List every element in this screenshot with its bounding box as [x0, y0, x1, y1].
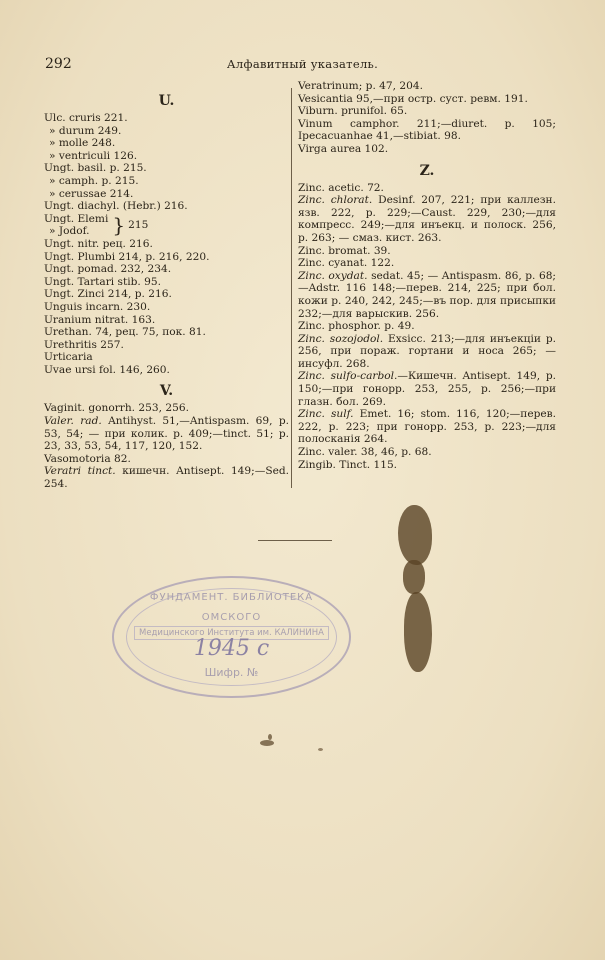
entry-body: Desinf. 207, 221; при каллезн. язв. 222, p. 229;—Caust. 229, 230;—для компресс. 249;—для инъекц. и полоск. 256, p. 263; — смаз. кист. 263.: [298, 194, 556, 244]
entry-body: Exsicc. 213;—для инъекцiи p. 256, при пораж. гортани и носа 265; —инсуфл. 268.: [298, 332, 556, 370]
end-rule: [258, 540, 332, 541]
index-entry: Ungt. Tartari stib. 95.: [44, 275, 161, 288]
section-heading-z: Z.: [419, 162, 435, 179]
entry-head: Zinc. oxydat.: [298, 269, 368, 282]
index-entry: » ventriculi 126.: [49, 149, 138, 162]
index-entry: Ungt. nitr. рец. 216.: [44, 237, 153, 250]
index-entry: Ulc. cruris 221.: [44, 112, 128, 124]
index-entry: Unguis incarn. 230.: [44, 300, 151, 313]
index-entry: [298, 408, 556, 446]
index-entry: Ungt. pomad. 232, 234.: [44, 263, 172, 276]
column-divider: [291, 88, 292, 488]
index-entry: [44, 415, 289, 453]
index-entry: Vasomotoria 82.: [44, 452, 131, 465]
index-entry: Zinc. phosphor. p. 49.: [298, 320, 415, 333]
index-entry: Viburn. prunifol. 65.: [298, 105, 408, 118]
index-entry: Vaginit. gonorrh. 253, 256.: [44, 402, 189, 415]
entry-head: Valer. rad.: [44, 415, 102, 428]
index-entry: » camph. p. 215.: [49, 174, 139, 187]
ink-blot: [318, 748, 323, 751]
entry-head: Veratri tinct.: [44, 465, 116, 478]
index-entry: » cerussae 214.: [49, 187, 134, 200]
index-entry: » durum 249.: [49, 124, 122, 137]
index-entry: [298, 333, 556, 371]
ink-blot: [268, 734, 272, 740]
stamp-city-text: ОМСКОГО: [201, 612, 262, 623]
right-column: [298, 80, 556, 471]
stamp-year-text: 1945 c: [193, 636, 270, 661]
index-entry: Ungt. Plumbi 214, p. 216, 220.: [44, 250, 210, 263]
index-entry: [44, 465, 289, 490]
index-entry: Zinc. bromat. 39.: [298, 244, 391, 257]
ink-blot: [403, 560, 425, 594]
index-entry: Vinum camphor. 211;—diuret. p. 105; Ipecacuanhae 41,—stibiat. 98.: [298, 117, 556, 143]
index-entry: Virga aurea 102.: [298, 142, 389, 155]
entry-head: Zinc. chlorat.: [298, 194, 373, 207]
stamp-band-text: Медицинского Института им. КАЛИНИНА: [134, 626, 329, 640]
index-entry: » Jodof.: [49, 225, 90, 238]
brace-glyph: }: [112, 213, 126, 238]
index-entry: Urethritis 257.: [44, 338, 124, 351]
index-entry: [298, 194, 556, 244]
ink-blot: [260, 740, 274, 746]
page-header-title: Алфавитный указатель.: [226, 57, 379, 71]
section-heading-u: U.: [158, 93, 175, 109]
section-heading-v: V.: [159, 383, 174, 400]
index-entry: [298, 370, 556, 408]
index-entry: Uvae ursi fol. 146, 260.: [44, 363, 170, 376]
entry-body: sedat. 45; — Antispasm. 86, p. 68;—Adstr. 116 148;—перев. 214, 225; при бол. кожи p. 240, 242, 245;—въ пор. для присыпки 232;—для варыскив. 256.: [298, 269, 556, 320]
left-column: [44, 80, 289, 491]
entry-head: Zinc. sozojodol.: [298, 332, 384, 345]
index-entry: Zinc. acetic. 72.: [298, 181, 384, 194]
index-entry: Vesicantia 95,—при остр. суст. ревм. 191.: [298, 92, 528, 105]
page-number: 292: [45, 56, 72, 72]
index-entry: Veratrinum; p. 47, 204.: [298, 80, 423, 92]
index-entry: Zinc. cyanat. 122.: [298, 257, 395, 270]
index-entry: Urethan. 74, рец. 75, пок. 81.: [44, 326, 206, 339]
index-entry: Zinc. valer. 38, 46, p. 68.: [298, 446, 432, 459]
index-entry: Uranium nitrat. 163.: [44, 313, 156, 326]
library-stamp: [112, 576, 351, 698]
brace-entry: [44, 213, 289, 238]
entry-body: —Кишечн. Antisept. 149, p. 150;—при гонорр. 253, 255, p. 256;—при глазн. бол. 269.: [298, 370, 556, 408]
index-entry: » molle 248.: [49, 137, 116, 150]
index-entry: Ungt. diachyl. (Hebr.) 216.: [44, 200, 188, 213]
index-entry: [298, 270, 556, 320]
entry-body: Emet. 16; stom. 116, 120;—перев. 222, p. 223; при гонорр. 253, p. 223;—для полосканiя 264.: [298, 408, 556, 446]
index-entry: Zingib. Tinct. 115.: [298, 458, 398, 471]
ink-blot: [398, 505, 432, 565]
index-entry: Ungt. Elemi: [44, 212, 109, 225]
ink-blot: [404, 592, 432, 672]
entry-body: Antihyst. 51,—Antispasm. 69, p. 53, 54; — при колик. p. 409;—tinct. 51; p. 23, 33, 53, 54, 117, 120, 152.: [44, 415, 289, 453]
brace-page: 215: [128, 219, 149, 232]
index-entry: Ungt. basil. p. 215.: [44, 162, 147, 175]
entry-body: кишечн. Antisept. 149;—Sed. 254.: [44, 465, 289, 491]
entry-head: Zinc. sulfo-carbol.: [298, 370, 398, 383]
entry-head: Zinc. sulf.: [298, 408, 354, 421]
index-entry: Urticaria: [44, 351, 93, 364]
stamp-shifr-text: Шифр. №: [204, 666, 259, 679]
stamp-top-text: ФУНДАМЕНТ. БИБЛИОТЕКА: [149, 592, 314, 603]
index-entry: Ungt. Zinci 214, p. 216.: [44, 288, 172, 301]
